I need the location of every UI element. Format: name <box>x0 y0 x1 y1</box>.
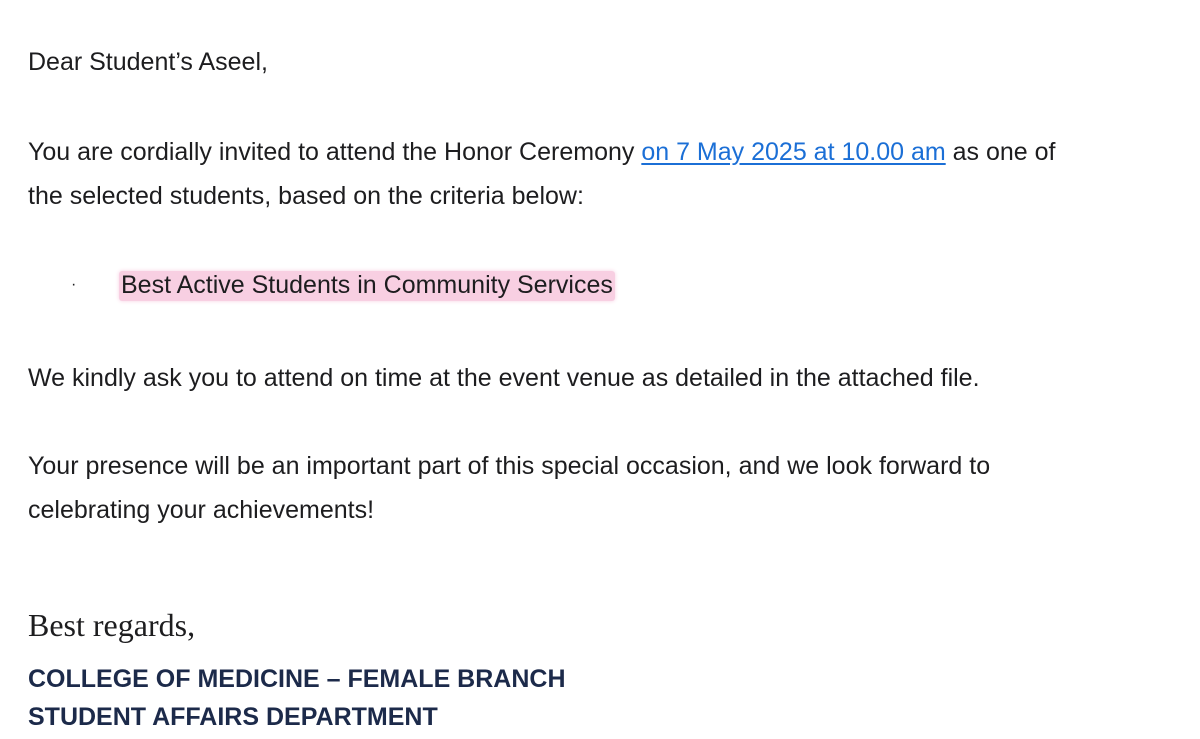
criteria-list <box>28 263 615 307</box>
closing-line-1: Your presence will be an important part of this special occasion, and we look forward to <box>28 452 991 480</box>
highlighted-criterion: Best Active Students in Community Services <box>121 271 613 299</box>
closing-line-2: celebrating your achievements! <box>28 496 375 524</box>
list-item <box>28 263 615 307</box>
invitation-text-line2: the selected students, based on the criteria below: <box>28 182 584 210</box>
signature-college: COLLEGE OF MEDICINE – FEMALE BRANCH <box>28 665 566 693</box>
signature-department: STUDENT AFFAIRS DEPARTMENT <box>28 703 438 731</box>
greeting: Dear Student’s Aseel, <box>28 48 268 76</box>
invitation-text-after-link: as one of <box>945 138 1056 166</box>
event-date-link[interactable]: on 7 May 2025 at 10.00 am <box>641 138 946 166</box>
attendance-request: We kindly ask you to attend on time at the event venue as detailed in the attached file. <box>28 364 980 392</box>
signoff: Best regards, <box>28 607 196 643</box>
bullet-icon: · <box>71 276 77 293</box>
invitation-text: You are cordially invited to attend the Honor Ceremony <box>28 138 642 166</box>
closing-paragraph <box>28 444 990 532</box>
invitation-paragraph <box>28 130 1056 218</box>
